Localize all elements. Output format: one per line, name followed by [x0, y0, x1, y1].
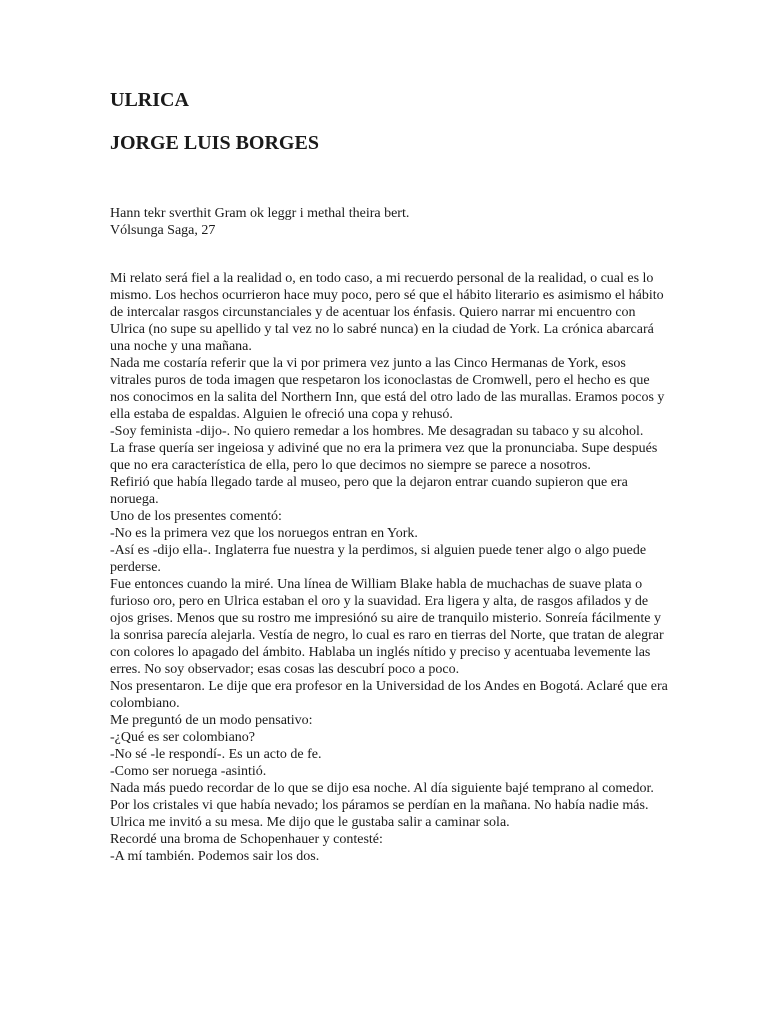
paragraph: -No es la primera vez que los noruegos entran en York. — [110, 526, 418, 541]
story-title: ULRICA — [110, 89, 189, 111]
author-name: JORGE LUIS BORGES — [110, 132, 319, 154]
paragraph: -Como ser noruega -asintió. — [110, 764, 267, 779]
paragraph: Fue entonces cuando la miré. Una línea de William Blake habla de muchachas de suave plata o furioso oro, pero en Ulrica estaban el oro y la suavidad. Era ligera y alta, de rasgos afilados y de ojos grises. Menos que su rostro me impresiónó su aire de tranquilo misterio. Sonreía fácilmente y la sonrisa parecía alejarla. Vestía de negro, lo cual es raro en tierras del Norte, que tratan de alegrar con colores lo apagado del ámbito. Hablaba un inglés nítido y preciso y acentuaba levemente las erres. No soy observador; esas cosas las descubrí poco a poco. — [110, 577, 664, 677]
paragraph: -¿Qué es ser colombiano? — [110, 730, 255, 745]
paragraph: -Así es -dijo ella-. Inglaterra fue nuestra y la perdimos, si alguien puede tener algo o algo puede perderse. — [110, 543, 647, 575]
paragraph: La frase quería ser ingeiosa y adiviné que no era la primera vez que la pronunciaba. Supe después que no era característica de ella, pero lo que decimos no siempre se parece a nosotros. — [110, 441, 658, 473]
epigraph-source: Vólsunga Saga, 27 — [110, 223, 216, 238]
paragraph: -A mí también. Podemos sair los dos. — [110, 849, 320, 864]
paragraph: -No sé -le respondí-. Es un acto de fe. — [110, 747, 322, 762]
epigraph — [110, 205, 409, 239]
paragraph: Mi relato será fiel a la realidad o, en todo caso, a mi recuerdo personal de la realidad, o cual es lo mismo. Los hechos ocurrieron hace muy poco, pero sé que el hábito literario es asimismo el hábito de intercalar rasgos circunstanciales y de acentuar los énfasis. Quiero narrar mi encuentro con Ulrica (no supe su apellido y tal vez no lo sabré nunca) en la ciudad de York. La crónica abarcará una noche y una mañana. — [110, 271, 664, 354]
paragraph: Nada más puedo recordar de lo que se dijo esa noche. Al día siguiente bajé temprano al comedor. Por los cristales vi que había nevado; los páramos se perdían en la mañana. No había nadie más. Ulrica me invitó a su mesa. Me dijo que le gustaba salir a caminar sola. — [110, 781, 654, 830]
paragraph: Me preguntó de un modo pensativo: — [110, 713, 313, 728]
paragraph: Refirió que había llegado tarde al museo, pero que la dejaron entrar cuando supieron que era noruega. — [110, 475, 628, 507]
epigraph-quote: Hann tekr sverthit Gram ok leggr i methal theira bert. — [110, 206, 410, 221]
paragraph: Nada me costaría referir que la vi por primera vez junto a las Cinco Hermanas de York, esos vitrales puros de toda imagen que respetaron los iconoclastas de Cromwell, pero el hecho es que nos conocimos en la salita del Northern Inn, que está del otro lado de las murallas. Eramos pocos y ella estaba de espaldas. Alguien le ofreció una copa y rehusó. — [110, 356, 665, 422]
paragraph: Uno de los presentes comentó: — [110, 509, 282, 524]
paragraph: -Soy feminista -dijo-. No quiero remedar a los hombres. Me desagradan su tabaco y su alcohol. — [110, 424, 644, 439]
paragraph: Recordé una broma de Schopenhauer y contesté: — [110, 832, 383, 847]
paragraph: Nos presentaron. Le dije que era profesor en la Universidad de los Andes en Bogotá. Aclaré que era colombiano. — [110, 679, 668, 711]
story-body — [110, 270, 670, 865]
